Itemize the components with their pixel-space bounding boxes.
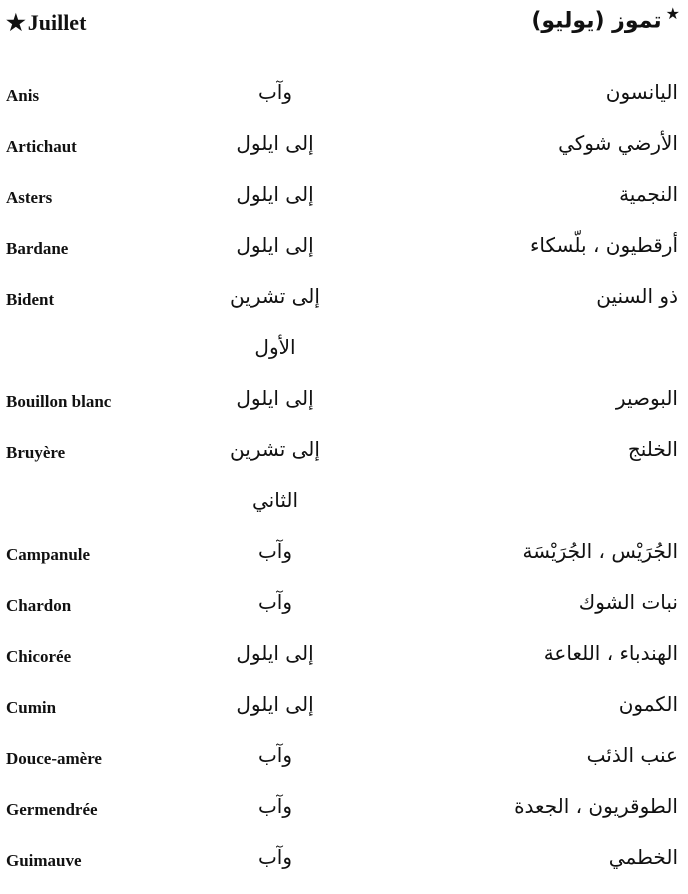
french-plant-name: Asters: [6, 188, 53, 207]
harvest-period: الأول: [254, 335, 296, 359]
harvest-period: إلى تشرين: [230, 437, 320, 461]
arabic-plant-name: الهندباء ، اللعاعة: [543, 641, 678, 665]
list-item: [0, 76, 688, 127]
arabic-plant-name: نبات الشوك: [578, 590, 678, 614]
french-plant-name: Bardane: [6, 239, 69, 258]
french-plant-name: Bruyère: [6, 443, 66, 462]
harvest-period: وآب: [257, 590, 293, 614]
harvest-period: وآب: [257, 743, 293, 767]
french-month-title: Juillet: [27, 10, 87, 35]
list-item: [0, 382, 688, 433]
arabic-plant-name: عنب الذئب: [586, 743, 678, 767]
french-plant-name: Chicorée: [6, 647, 72, 666]
harvest-period: الثاني: [251, 488, 298, 512]
arabic-month-title: تموز (يوليو): [531, 8, 662, 34]
arabic-plant-name: البوصير: [615, 386, 678, 410]
plant-list: [0, 76, 688, 892]
list-item: [0, 739, 688, 790]
arabic-month-heading: [531, 4, 680, 33]
arabic-plant-name: الجُرَيْس ، الجُرَيْسَة: [522, 539, 678, 563]
harvest-period: إلى ايلول: [236, 131, 314, 155]
french-plant-name: Campanule: [6, 545, 91, 564]
arabic-plant-name: الأرضي شوكي: [558, 131, 678, 155]
harvest-period: إلى ايلول: [236, 386, 314, 410]
arabic-plant-name: الكمون: [618, 692, 678, 716]
list-item: [0, 790, 688, 841]
french-plant-name: Guimauve: [6, 851, 82, 870]
star-icon: ★: [665, 4, 680, 23]
harvest-period: وآب: [257, 80, 293, 104]
list-item: [0, 280, 688, 331]
list-item: [0, 535, 688, 586]
arabic-plant-name: الطوقريون ، الجعدة: [514, 794, 678, 818]
list-item: [0, 841, 688, 892]
list-item: [0, 127, 688, 178]
star-icon: ★: [6, 10, 26, 35]
harvest-period: إلى ايلول: [236, 182, 314, 206]
french-plant-name: Artichaut: [6, 137, 77, 156]
harvest-period: إلى تشرين: [230, 284, 320, 308]
french-plant-name: Chardon: [6, 596, 72, 615]
harvest-period: وآب: [257, 539, 293, 563]
harvest-period: وآب: [257, 794, 293, 818]
french-plant-name: Anis: [6, 86, 40, 105]
french-plant-name: Douce-amère: [6, 749, 102, 768]
french-plant-name: Bouillon blanc: [6, 392, 112, 411]
arabic-plant-name: الخلنج: [627, 437, 678, 461]
harvest-period: وآب: [257, 845, 293, 869]
list-item: [0, 637, 688, 688]
french-month-heading: [6, 10, 86, 36]
arabic-plant-name: الخطمي: [608, 845, 678, 869]
arabic-plant-name: اليانسون: [605, 80, 678, 104]
list-item: [0, 229, 688, 280]
arabic-plant-name: أرقطيون ، بلّسكاء: [530, 233, 678, 257]
list-item-continuation: [0, 484, 688, 535]
harvest-period: إلى ايلول: [236, 692, 314, 716]
french-plant-name: Cumin: [6, 698, 57, 717]
arabic-plant-name: ذو السنين: [596, 284, 678, 308]
list-item: [0, 586, 688, 637]
list-item: [0, 178, 688, 229]
french-plant-name: Bident: [6, 290, 55, 309]
list-item-continuation: [0, 331, 688, 382]
harvest-period: إلى ايلول: [236, 641, 314, 665]
arabic-plant-name: النجمية: [619, 182, 678, 206]
harvest-period: إلى ايلول: [236, 233, 314, 257]
list-item: [0, 433, 688, 484]
list-item: [0, 688, 688, 739]
french-plant-name: Germendrée: [6, 800, 98, 819]
